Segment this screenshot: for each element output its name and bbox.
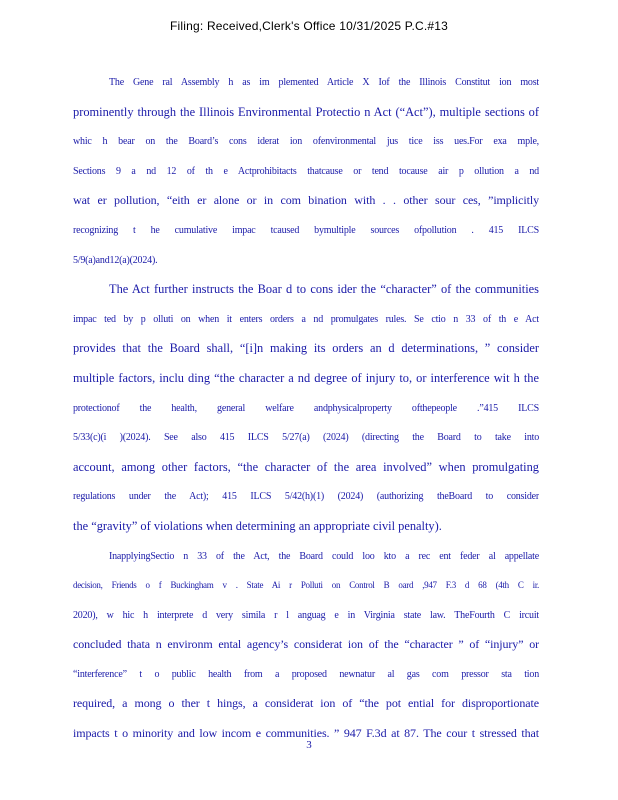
body-line: required, a mong o ther t hings, a considerat ion of “the pot ential for disproportionate bbox=[73, 696, 539, 711]
body-line: impac ted by p olluti on when it enters orders a nd promulgates rules. Se ctio n 33 of th e Act bbox=[73, 313, 539, 325]
body-line: the “gravity” of violations when determining an appropriate civil penalty). bbox=[73, 518, 442, 533]
body-line: protectionof the health, general welfare andphysicalproperty ofthepeople .”415 ILCS bbox=[73, 402, 539, 414]
body-line: account, among other factors, “the character of the area involved” when promulgating bbox=[73, 459, 539, 474]
body-line: decision, Friends o f Buckingham v . State Ai r Polluti on Control B oard ,947 F.3 d 68 (4th C ir. bbox=[73, 580, 539, 591]
body-line: regulations under the Act); 415 ILCS 5/42(h)(1) (2024) (authorizing theBoard to consider bbox=[73, 491, 539, 503]
body-line: provides that the Board shall, “[i]n making its orders an d determinations, ” consider bbox=[73, 341, 539, 356]
page-number: 3 bbox=[306, 739, 312, 751]
body-line: prominently through the Illinois Environmental Protectio n Act (“Act”), multiple sections of bbox=[73, 104, 539, 119]
body-line: Sections 9 a nd 12 of th e Actprohibitacts thatcause or tend tocause air p ollution a nd bbox=[73, 165, 539, 177]
body-line: InapplyingSectio n 33 of the Act, the Board could loo kto a rec ent feder al appellate bbox=[109, 550, 539, 562]
body-line: The Gene ral Assembly h as im plemented Article X Iof the Illinois Constitut ion most bbox=[109, 77, 539, 88]
body-line: recognizing t he cumulative impac tcaused bymultiple sources ofpollution . 415 ILCS bbox=[73, 224, 539, 236]
body-line: multiple factors, inclu ding “the character a nd degree of injury to, or interference wit h the bbox=[73, 370, 539, 385]
body-line: concluded thata n environm ental agency’s considerat ion of the “character ” of “injury” or bbox=[73, 637, 539, 652]
body-line: “interference” t o public health from a proposed newnatur al gas com pressor sta tion bbox=[73, 668, 539, 680]
body-line: 5/9(a)and12(a)(2024). bbox=[73, 254, 158, 266]
body-line: whic h bear on the Board’s cons iderat ion ofenvironmental jus tice iss ues.For exa mple, bbox=[73, 136, 539, 148]
body-line: 2020), w hic h interprete d very simila r l anguag e in Virginia state law. TheFourth C ircuit bbox=[73, 609, 539, 621]
body-line: impacts t o minority and low incom e communities. ” 947 F.3d at 87. The cour t stressed that bbox=[73, 726, 539, 741]
body-line: 5/33(c)(i )(2024). See also 415 ILCS 5/27(a) (2024) (directing the Board to take into bbox=[73, 432, 539, 444]
body-line: The Act further instructs the Boar d to cons ider the “character” of the communities bbox=[109, 282, 539, 297]
body-line: wat er pollution, “eith er alone or in com bination with . . other sour ces, ”implicitly bbox=[73, 193, 539, 208]
document-body bbox=[73, 68, 539, 749]
filing-header: Filing: Received,Clerk's Office 10/31/2025 P.C.#13 bbox=[170, 19, 448, 33]
